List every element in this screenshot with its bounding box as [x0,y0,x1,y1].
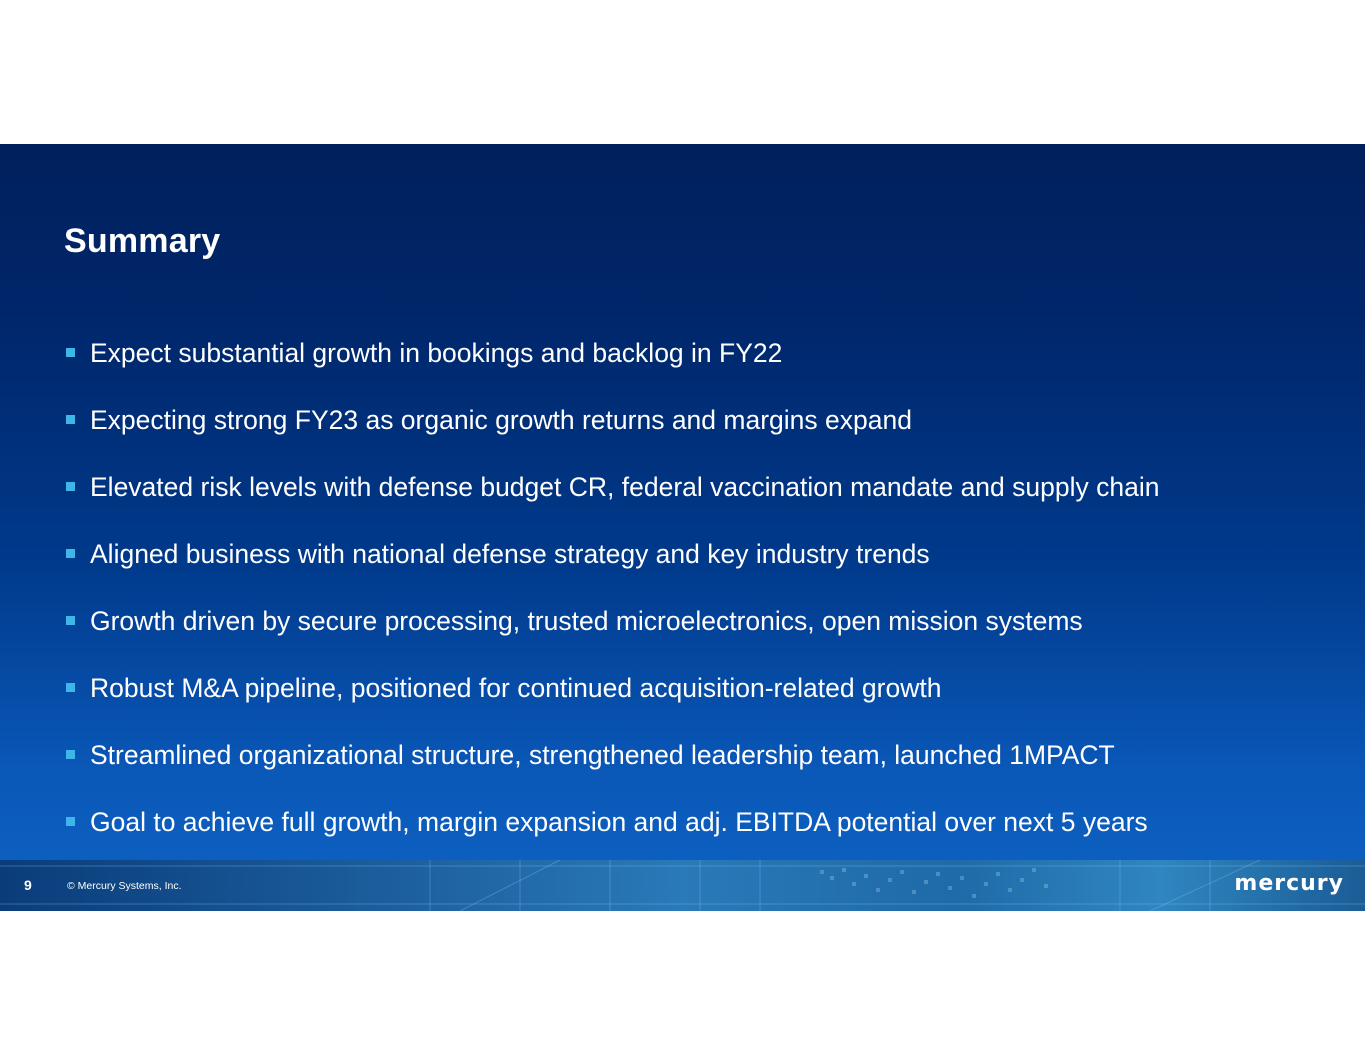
square-bullet-icon [66,817,75,826]
square-bullet-icon [66,348,75,357]
bullet-item [66,470,1159,537]
circuit-texture-decoration [0,860,1365,911]
bullet-text: Robust M&A pipeline, positioned for continued acquisition-related growth [90,673,942,703]
square-bullet-icon [66,415,75,424]
square-bullet-icon [66,616,75,625]
square-bullet-icon [66,482,75,491]
bullet-item [66,738,1159,805]
bullet-item [66,671,1159,738]
bullet-text: Expecting strong FY23 as organic growth returns and margins expand [90,405,912,435]
bullet-text: Expect substantial growth in bookings and backlog in FY22 [90,338,783,368]
bullet-item [66,537,1159,604]
slide-footer [0,860,1365,911]
slide [0,144,1365,911]
square-bullet-icon [66,549,75,558]
square-bullet-icon [66,683,75,692]
square-bullet-icon [66,750,75,759]
bullet-item [66,336,1159,403]
bullet-text: Goal to achieve full growth, margin expansion and adj. EBITDA potential over next 5 years [90,807,1148,837]
mercury-logo: mercury [1234,871,1344,896]
bullet-text: Streamlined organizational structure, strengthened leadership team, launched 1MPACT [90,740,1115,770]
copyright-text: © Mercury Systems, Inc. [67,880,182,892]
bullet-text: Growth driven by secure processing, trusted microelectronics, open mission systems [90,606,1083,636]
slide-title: Summary [64,222,221,260]
bullet-list [66,336,1159,872]
page-number: 9 [24,877,32,893]
bullet-item [66,604,1159,671]
bullet-item [66,403,1159,470]
bullet-text: Elevated risk levels with defense budget CR, federal vaccination mandate and supply chain [90,472,1160,502]
bullet-text: Aligned business with national defense strategy and key industry trends [90,539,930,569]
